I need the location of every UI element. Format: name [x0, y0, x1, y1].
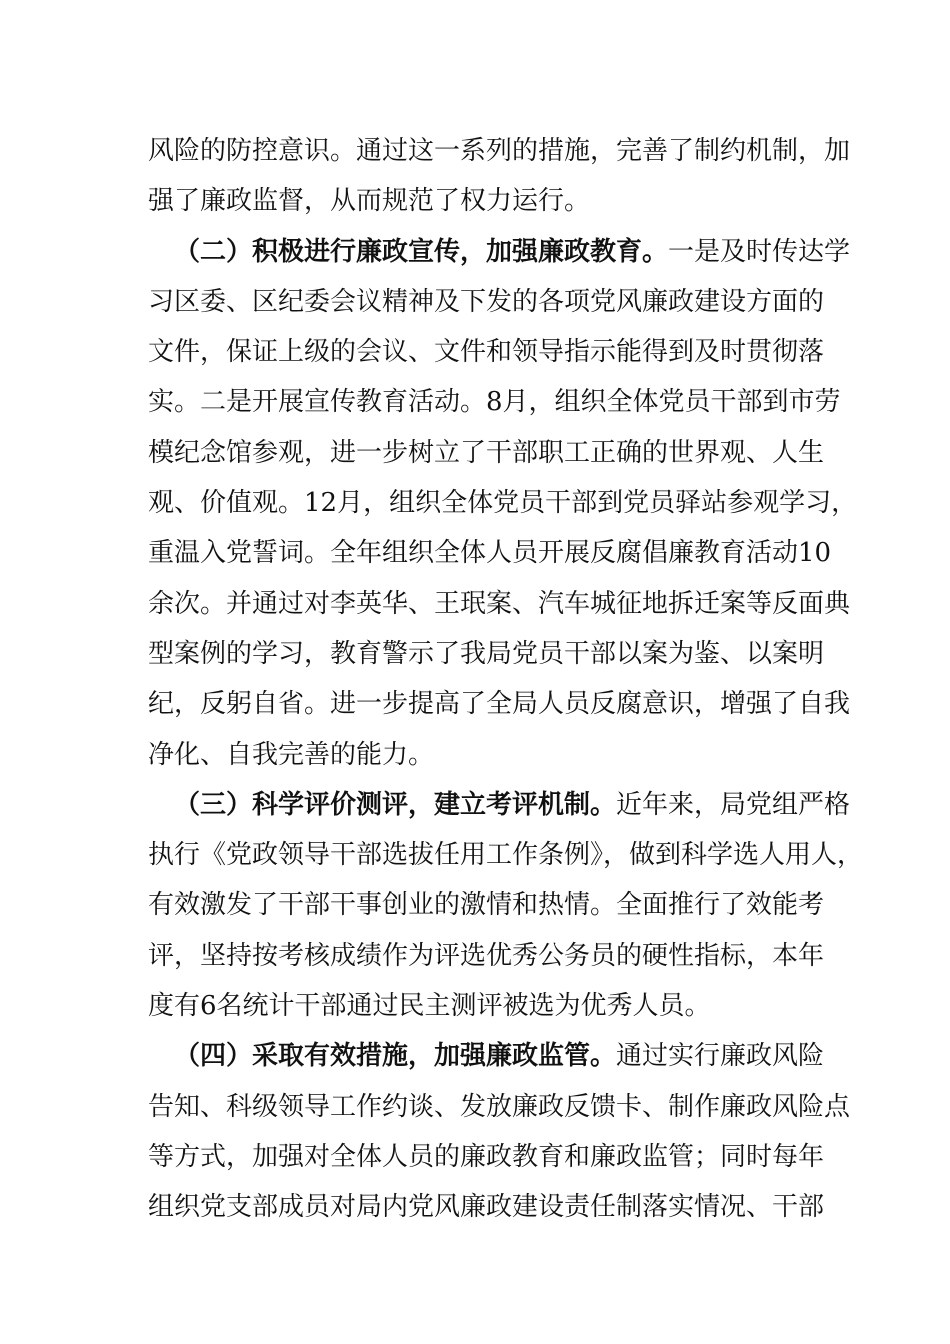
text-line: 文件，保证上级的会议、文件和领导指示能得到及时贯彻落 — [148, 337, 825, 368]
text-line: 型案例的学习，教育警示了我局党员干部以案为鉴、以案明 — [148, 638, 825, 669]
text-line: 净化、自我完善的能力。 — [148, 739, 435, 770]
text-line: 观、价值观。12月，组织全体党员干部到党员驿站参观学习， — [148, 488, 858, 519]
text-line: 等方式，加强对全体人员的廉政教育和廉政监管；同时每年 — [148, 1141, 825, 1172]
text-line: 实。二是开展宣传教育活动。8月，组织全体党员干部到市劳 — [148, 387, 841, 418]
text-line: 纪，反躬自省。进一步提高了全局人员反腐意识，增强了自我 — [148, 689, 851, 720]
text-line: 习区委、区纪委会议精神及下发的各项党风廉政建设方面的 — [148, 286, 825, 317]
text-fragment: 近年来，局党组严格 — [616, 789, 851, 820]
section-heading-3: （三）科学评价测评，建立考评机制。 — [174, 789, 617, 820]
document-body — [148, 126, 864, 1233]
text-fragment: 一是及时传达学 — [668, 236, 851, 267]
section-3-first-line — [148, 780, 851, 830]
text-line: 风险的防控意识。通过这一系列的措施，完善了制约机制，加 — [148, 136, 851, 166]
text-line: 组织党支部成员对局内党风廉政建设责任制落实情况、干部 — [148, 1192, 825, 1223]
text-line: 度有6名统计干部通过民主测评被选为优秀人员。 — [148, 991, 711, 1022]
text-line: 模纪念馆参观，进一步树立了干部职工正确的世界观、人生 — [148, 437, 825, 468]
text-fragment: 通过实行廉政风险 — [616, 1041, 825, 1072]
text-line: 重温入党誓词。全年组织全体人员开展反腐倡廉教育活动10 — [148, 538, 832, 569]
section-heading-4: （四）采取有效措施，加强廉政监管。 — [174, 1041, 617, 1072]
text-line: 评，坚持按考核成绩作为评选优秀公务员的硬性指标，本年 — [148, 940, 825, 971]
section-4-first-line — [148, 1031, 825, 1081]
section-2-first-line — [148, 227, 851, 277]
text-line: 执行《党政领导干部选拔任用工作条例》，做到科学选人用人， — [148, 840, 864, 871]
section-heading-2: （二）积极进行廉政宣传，加强廉政教育。 — [174, 236, 669, 267]
text-line: 余次。并通过对李英华、王珉案、汽车城征地拆迁案等反面典 — [148, 588, 851, 619]
text-line: 强了廉政监督，从而规范了权力运行。 — [148, 186, 591, 217]
text-line: 告知、科级领导工作约谈、发放廉政反馈卡、制作廉政风险点 — [148, 1091, 851, 1122]
text-line: 有效激发了干部干事创业的激情和热情。全面推行了效能考 — [148, 890, 825, 921]
